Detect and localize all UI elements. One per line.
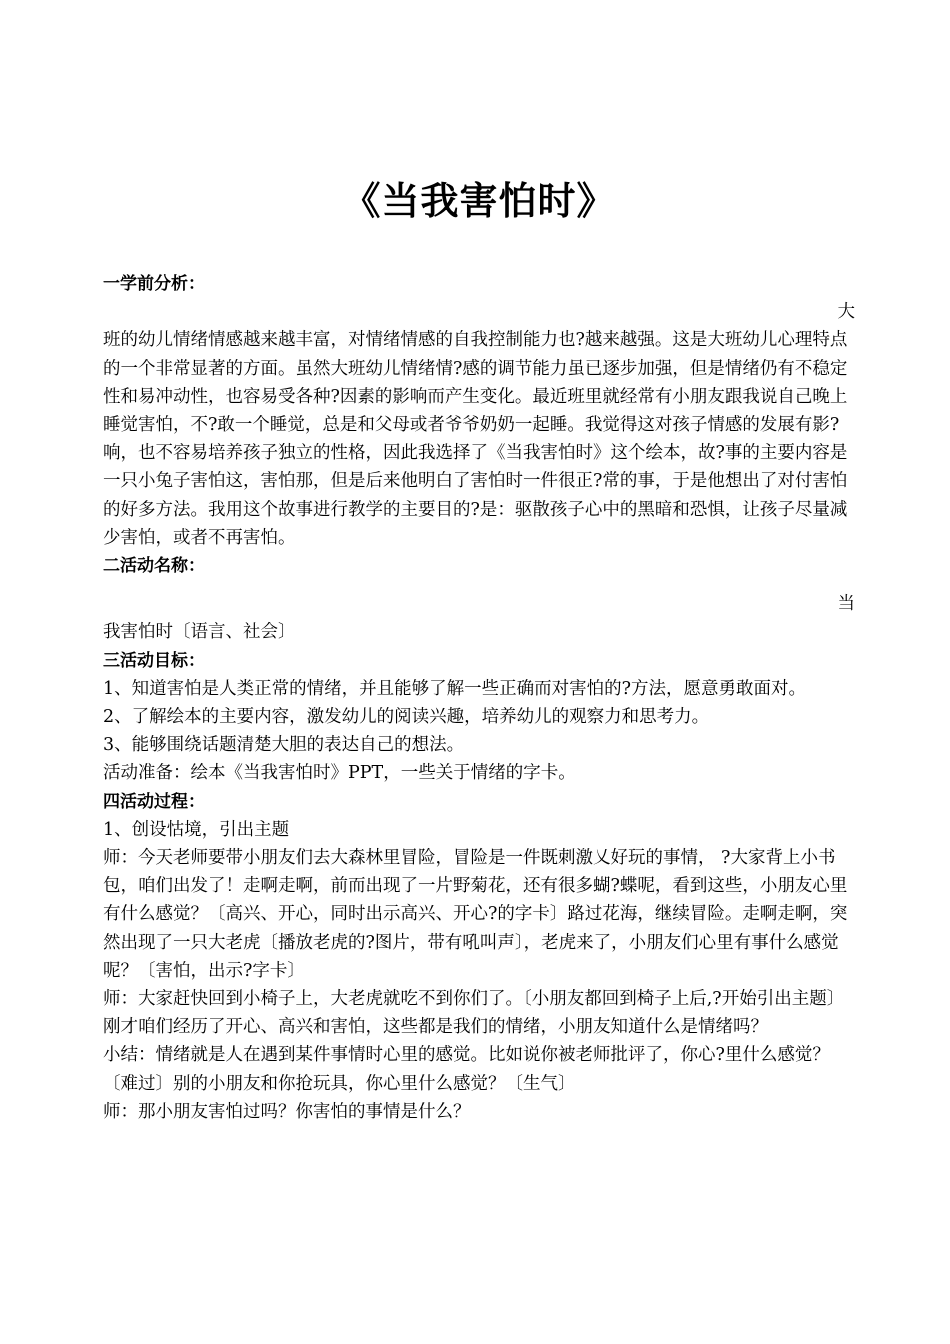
process-step: 1、创设怙境，引出主题 — [103, 819, 290, 840]
activity-name: 我害怕时〔语言、社会〕 — [103, 622, 296, 643]
activity-preparation: 活动准备：绘本《当我害怕时》PPT，一些关于情绪的字卡。 — [103, 763, 576, 784]
process-paragraph: 师：大家赶快回到小椅子上，大老虎就吃不到你们了。〔小朋友都回到椅子上后,?开始引出主题〕刚才咱们经历了开心、高兴和害怕，这些都是我们的情绪，小朋友知道什么是情绪吗？ — [103, 989, 845, 1038]
section-heading-goals: 三活动目标： — [103, 650, 205, 671]
process-paragraph: 师：那小朋友害怕过吗？你害怕的事情是什么？ — [103, 1101, 471, 1122]
section-heading-name: 二活动名称： — [103, 556, 205, 577]
section-heading-analysis: 一学前分析： — [103, 274, 205, 294]
process-paragraph: 小结：情绪就是人在遇到某件事情时心里的感觉。比如说你被老师批评了，你心?里什么感觉？〔难过〕别的小朋友和你抢玩具，你心里什么感觉？〔生气〕 — [103, 1045, 830, 1094]
name-lead-char: 当 — [837, 594, 855, 615]
process-paragraph: 师：今天老师要带小朋友们去大森林里冒险，冒险是一件既刺激乂好玩的事情， ?大家背上小书包，咱们出发了！走啊走啊，前而出现了一片野菊花，还有很多蝴?蝶呢，看到这些，小朋友心里有什么感觉？〔高兴、开心，同时出示高兴、开心?的字卡〕路过花海，继续冒险。走啊走啊，突然出现了一只大老虎〔播放老虎的?图片，带有吼叫声〕，老虎来了，小朋友们心里有事什么感觉呢？〔害怕，出示?字卡〕 — [103, 848, 848, 981]
goal-item: 3、能够围绕话题清楚大胆的表达自己的想法。 — [103, 735, 465, 756]
goal-item: 2、了解绘本的主要内容，激发幼儿的阅读兴趣，培养幼儿的观察力和思考力。 — [103, 707, 710, 728]
analysis-paragraph: 班的幼儿情绪情感越来越丰富，对情绪情感的自我控制能力也?越来越强。这是大班幼儿心理特点的一个非常显著的方面。虽然大班幼儿情绪情?感的调节能力虽已逐步加强，但是情绪仍有不稳定性和易冲动性，也容易受各种?因素的影响而产生变化。最近班里就经常有小朋友跟我说自己晚上睡觉害怕，不?敢一个睡觉，总是和父母或者爷爷奶奶一起睡。我觉得这对孩子情感的发展有影?响，也不容易培养孩子独立的性格，因此我选择了《当我害怕时》这个绘本，故?事的主要内容是一只小兔子害怕这，害怕那，但是后来他明白了害怕时一件很正?常的事，于是他想出了对付害怕的好多方法。我用这个故事进行教学的主要目的?是：驱散孩子心中的黑暗和恐惧，让孩子尽量减少害怕，或者不再害怕。 — [103, 330, 848, 548]
section-heading-process: 四活动过程： — [103, 791, 205, 812]
page-title: 《当我害怕时》 — [342, 179, 616, 223]
analysis-lead-char: 大 — [837, 302, 855, 323]
document-body — [103, 270, 855, 1126]
goal-item: 1、知道害怕是人类正常的情绪，并且能够了解一些正确而对害怕的?方法，愿意勇敢面对。 — [103, 678, 807, 699]
